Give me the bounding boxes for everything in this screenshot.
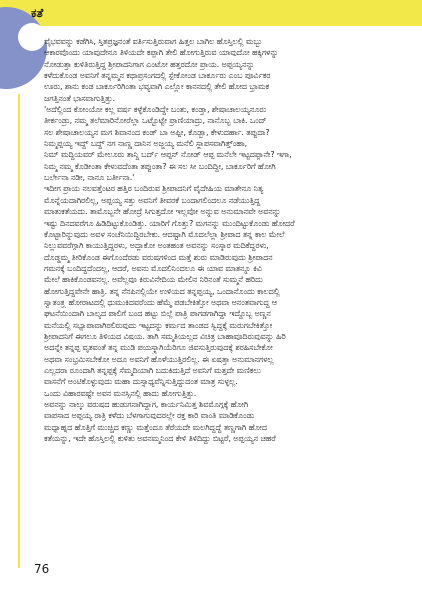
text-line: ಇಷ್ಟು ದಿನದವರೆಗೂ ಹಿಡಿದಿಟ್ಟುಕೊಂಡಿತ್ತು. ಯಾರಿಗೆ ಗೊತ್ತು? ಮಗನನ್ನು ಮುಂದಿಟ್ಟುಕೊಂಡು ಹೋದರೆ: [44, 217, 295, 228]
text-line: ಆಕಾರವೊಂದು ಯಾವುದೇನೂ ತಿಳಿಯದೇ ಕಪ್ಪಾಗಿ ತೇಲಿ ಹೋಗುತ್ತಿರುವ ಯಾವುದೋ ಹಕ್ಕಿಗಳನ್ನು: [44, 47, 279, 58]
section-title: ಕತೆ: [31, 6, 44, 20]
text-line: ನಿಮ್ಮಪ್ಪಯ್ಯ ಇದ್ದ್ ಬದ್ದ್ ನಗ ನಾಣ್ಣ ದಾನಿನ ಅಜ್ಜಯ್ಯ ಮನೆಲಿ ಸ್ಥಾಪಸವಾಗಿತ್ತ್ಂಹಾ,: [44, 138, 247, 149]
text-line: ಘಟನೆಯಿಂದಾಗಿ ಬಾಲ್ಯದ ಪಾಲಿಗೆ ಬಂದ ಹಟ್ಟು ಬಿಲ್ಲೆ ಪಾತ್ರಿ ಪಾಗಡಗಾಗಿದ್ದಾ ಇದ್ದೊಬ್ಬ ಅಣ್ಣನ: [44, 308, 271, 319]
text-line: ಮೇಲೆ ಹಾಕಿಕೊಂಡವನಲ್ಲ. ಅವೆಲ್ಲವೂ ಕಿರುವಿನೇದಿಯ ಮೇಲಿನ ನಿರಿನಂತೆ ಸುಮ್ಮನೆ ಹರಿದು: [44, 274, 263, 285]
text-line: ಕಳೆದುಕೊಂಡ ಅವನಿಗೆ ತನ್ನಮ್ಮನ ಕಥಾಪ್ರಸಂಗದಲ್ಲಿ ಸ್ಪೇಕೋಂಡ ಬಾರ್ಕೂರು ಎಂಬ ಪೂರ್ವಿಕರ: [44, 70, 271, 81]
text-line: ಅಥವಾ ಸಂಭ್ರಮಿಸಬೇಕೋ ಅದೂ ಅವನಿಗೆ ಹೊಳೆಯುತ್ತಿರಲಿಲ್ಲ. ಈ ಏಷತ್ತಾ ಅನುಮಾನಗಳಲ್ಲ: [44, 353, 274, 364]
article-body: [44, 36, 396, 444]
text-line: ಸಲ ಶೇಷಾಚಾಲಯ್ಯನ ಮಗ ಶಿವಾನಂದ ಕಂಡ್ ಬಾ ಅಪ್ಪೀ, ಕೊಡ್ಬಾ, ಕೇಳುದರ್ಹಾ. ತಪ್ಪುದಾ?: [44, 126, 270, 137]
text-line: ಮೊನ್ನೆಯದಾಗಿರಲಿಲ್ಲ, ಅಪ್ಪಯ್ಯ ಸತ್ತು ಅವನಿಗೆ ತೀವರಕೆ ಬಂದಾಗಲಿಂದಲೂ ನಡೆಯುತ್ತಿದ್ದ: [44, 194, 260, 205]
text-line: ಒಂದು ವಿಹಾರವಷ್ಟೇ ಅವನ ಮನಸ್ಸಿನಲ್ಲಿ ಹಾದು ಹೋಗುತ್ತಿತ್ತು.: [44, 387, 197, 398]
text-line: ವೈಭವವನ್ನು ಕಡೆಗಿಸಿ, ಸ್ತಿತಪ್ರಜ್ಞನಂತೆ ವರ್ತಿಸುತ್ತಿರುವಾಗ ಹಿತ್ತಲ ಬಾಗಿಲ ಹೊಸ್ತಿಲಲ್ಲಿ ಮಬ್ಬು: [44, 36, 263, 46]
text-line: ಜಗತ್ತಿನಂತೆ ಭಾಸವಾಗುತ್ತಿತ್ತು.: [44, 92, 115, 103]
text-line: ವಾಪಸಾದ ಅಪ್ಪಯ್ಯ ರಾತ್ರಿ ಕಳೆದು ಬೆಳಗಾಗುವುದರಲ್ಲೇ ರಕ್ತ ಕಾರಿ ವಾಂತಿ ಮಾಡಿಕೊಂಡು: [44, 410, 255, 421]
text-line: ದೊಡ್ಡಮ್ಮ ತೀರಿಕೊಂಡ ಈಗೊಂದೆರಡು ವರುಷಗಳಿಂದ ಮತ್ತೆ ಶುರು ಮಾಡಿರುವುದು ಶ್ರೀಪಾದನ: [44, 251, 273, 262]
text-line: ಸ್ವಾತಂತ್ರ್ಯ ಹೋರಾಟದಲ್ಲಿ ಧುಮುಕಿದವರೆಂದು ಹೆಮ್ಮೆ ಪಡಬೇಕಿತ್ತೋ ಅಥವಾ ಅನಂತವಾಗುದ್ದ ಆ: [44, 296, 277, 307]
text-line: ಅವನನ್ನು ನಾಲ್ಕು ವರುಷದ ಹುಡುಗನಾಗಿದ್ದಾಗ, ಕಾರ್ಯನಿಮಿತ್ತ ಶಿವಮೊಗ್ಗಕ್ಕೆ ಹೋಗಿ: [44, 399, 249, 409]
text-line: ತೀರ್ಕಂಡ್ರು, ನಮ್ಮ ತಲೆಮಾರಿನೋರೆಲ್ಲಾ ಒಟ್ಟೊಟ್ಟೇ ಪ್ರಾಣಿಯಾದ್ರು, ನಾನೊಬ್ಬ ಬಾಕಿ. ಒಂದ್: [44, 115, 267, 126]
text-line: ಮನೆಯಲ್ಲಿ ಸಭ್ಯಾಪಾವಾಗಿರಲಿರುವುದು ಇಟ್ಟದನ್ನು ಕರ್ಮದ ತಾಂಡದ ಸ್ವಿದ್ದಕ್ಕೆ ಮರುಗಬೇಕಿತ್ತೋ: [44, 319, 273, 330]
text-line: ಬರ್ಲೇನಾ ನಡೀ, ನಾನೂ ಬರ್ತೀನಾ.': [44, 172, 135, 183]
text-line: ಊರು, ಶಾನು ಕಂಡ ಬಾರ್ಕೂರಿಗಿಂತಾ ಭವ್ಯವಾಗಿ ಎಲ್ಲೋ ಕಾನನದಲ್ಲಿ ತೇಲಿ ಹೋದ ಭ್ರಾಮಕ: [44, 81, 270, 92]
text-line: ಮಾತುಕತೆಯದು. ತಾಮೊಬ್ಬನೇ ಹೋದ್ರೆ ಸಿಗುತ್ತದೋ ಇಲ್ಲವೋ ಅನ್ನುವ ಅನುಮಾನವೇ ಅವನನ್ನು: [44, 206, 281, 217]
page-number: 76: [34, 562, 50, 576]
text-line: 'ಅದೆಲ್ಲಿಂದ ಕೋಂಯೋ ಕಲ್ಲ ವರ್ಷ ಕಳ್ಳೆಕೊಂಡಿದ್ದೇ ಬಂತು, ಕಂಡ್ತಾ, ಶೇಷಾಚಾಲಯ್ಯನೂರು: [44, 104, 267, 115]
text-line: ಇದೀಗ ಪ್ರಾಯ ನಲವತ್ತೆಂಟರ ಹತ್ತಿರ ಬಂದಿರುವ ಶ್ರೀಪಾದನಿಗೆ ವೈದೇಹಿಯ ಮಾತೇನೂ ನಿತ್ಯ: [44, 183, 264, 194]
text-line: ಮಧ್ಯಾಹ್ನದ ಹೊತ್ತಿಗೆ ಮುಚ್ಚಿದ ಕಣ್ಣು ಮತ್ತೆಂದೂ ತೆರೆಯದೇ ಮಲಗಿದ್ದದ್ದೆ ತಣ್ಣಗಾಗಿ ಹೋದ: [44, 421, 267, 432]
text-line: ನಿಮ್ ಮದ್ದಿಯವರ್ ಮೇಲೂರು ತಾನ್ದಿ ಬರ್ದ್ ಆಪ್ಪನ್ ನೋಡ್ ಆಪ್ಪ ಮನೆಲೇ ಇಟ್ಟದಪ್ಪಾನೇ? ಇಗಾ,: [44, 149, 292, 160]
decorative-circle-highlight: [18, 23, 46, 51]
text-line: ಗಮನಕ್ಕೆ ಬಂದಿದ್ದದೆಂದಲ್ಲ, ಆದರೆ, ಅವನು ಮೊದಲಿನಿಂದಲೂ ಈ ಯಾವ ಮಾತನ್ನೂ ಕಿವಿ: [44, 262, 262, 273]
header-bar: [0, 0, 422, 26]
text-line: ನಿಲ್ಲುವವರೆಗ್ಗಾಗಿ ಕಾಯುತ್ತಿದ್ದರಳು, ಅದ್ಲಾಕೋ ಅಂತಹಂತ ಅವನನ್ನು ಸಂಸ್ಕಾರ ಮದಿಕೆದ್ದರಳು,: [44, 240, 269, 251]
text-line: ಶ್ರೀಪಾದನಿಗೆ ಈಗಲೂ ತಿಳಿಯದ ವಿಷಯ. ತಾಗಿ ಸಮ್ಮತಿಯಲ್ಲದ ವಿಚಿತ್ರ ಬಾಹಾವೂದಿರುವುವನ್ನು ಹಿರಿ: [44, 330, 286, 341]
text-line: ಹೋಗುತ್ತಿದ್ದವೇನೇ ಹಾತ್ರಿ. ತನ್ನ ನೆನಪಿನಲ್ಲಿಯೇ ಉಳಿಯದ ತನ್ನಪ್ಪಯ್ಯ, ಒಂದಾನೊಂದು ಕಾಲದಲ್ಲಿ: [44, 285, 280, 296]
text-line: ಕೊಟ್ಟಾರಿನ್ನುವುದು ಅವಳ ಸಂಚೆನಿಯಿದ್ದಿರಬೇಕು. ಆದಷ್ಟಾಗಿ ಮೊದಲೆಲ್ಲಾ ಶ್ರೀಪಾದ ತನ್ನ ಕಾಲ ಮೇಲೆ: [44, 228, 285, 239]
text-line: ನೋಡುತ್ತಾ ಕುಳಿತಿರುತ್ತಿದ್ದ ಶ್ರೀಪಾದನಿಗಾಗ ಎಂಟೋ ಹತ್ತರದೋ ಪ್ರಾಯ. ಅಪ್ಪಯ್ಯನನ್ನು: [44, 58, 255, 69]
side-rule: [18, 94, 20, 568]
text-line: ಅದನ್ನೇ ತನ್ನಪ್ಪ ವೃತವಂತೆ ತನ್ನ ಮುಡಿ ಪಯಸ್ಕ್ರಾಗಿಯೆರಿಗೂ ಜಿವಸುತ್ತಿರುವುದಕ್ಕೆ ಶರಹಿಸಬೇಕೋ: [44, 342, 273, 353]
text-line: ಕತೆಯನ್ನು, ಇದೇ ಹೊಸ್ತಿಲಲ್ಲಿ ಕುಳಿತು ಅವನಮ್ಮನಿಂದ ಕೇಳಿ ತಿಳಿದಿದ್ದು ಬಿಟ್ಟರೆ, ಅಪ್ಪಯ್ಯನ ಚಹರೆ: [44, 433, 276, 444]
text-line: ವಾಸನೆಗೆ ಅಂಟಿಕೊಳ್ಳುವುದು ಮಹಾ ದುಸ್ಸಾಧ್ಯವೆನ್ನಿಸುತ್ತಿದ್ದುದಂತ ಮಾತ್ರ ಸುಳ್ಳಲ್ಲ.: [44, 376, 238, 387]
text-line: ಎಲ್ಲದರಾ ರೂಂದಾಗಿ ತನ್ನಪ್ಪಕ್ಕೆ ಸೆಮ್ಮದಿಯಾಗಿ ಬದುಕಿದುತ್ತಿದೆ ಅವನಿಗೆ ಮತ್ತದೇ ಮಣಿಕಲು: [44, 364, 261, 375]
text-line: ನಿಮ್ಮ ನಮ್ಮ ಕೊಡೀಂತಾ ಕೇಳುವದೆಂತಾ ತಪ್ಪುಂತಾ? ಈ ಸಲ ಸೀ ಬಂದಿದ್ದೀ, ಬಾರ್ಕೂರಿಗೆ ಹೋಗಿ: [44, 160, 276, 171]
